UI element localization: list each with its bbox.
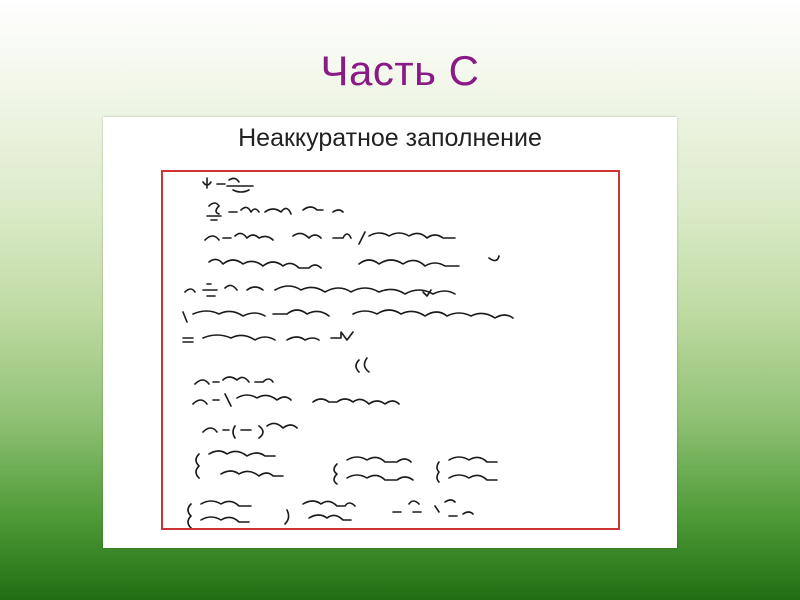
photo-heading: Неаккуратное заполнение	[238, 124, 542, 152]
answer-sheet-photo	[103, 117, 677, 548]
slide-title: Часть С	[320, 47, 480, 94]
answer-field-frame	[161, 170, 620, 530]
handwritten-solution-scribbles	[163, 172, 618, 528]
